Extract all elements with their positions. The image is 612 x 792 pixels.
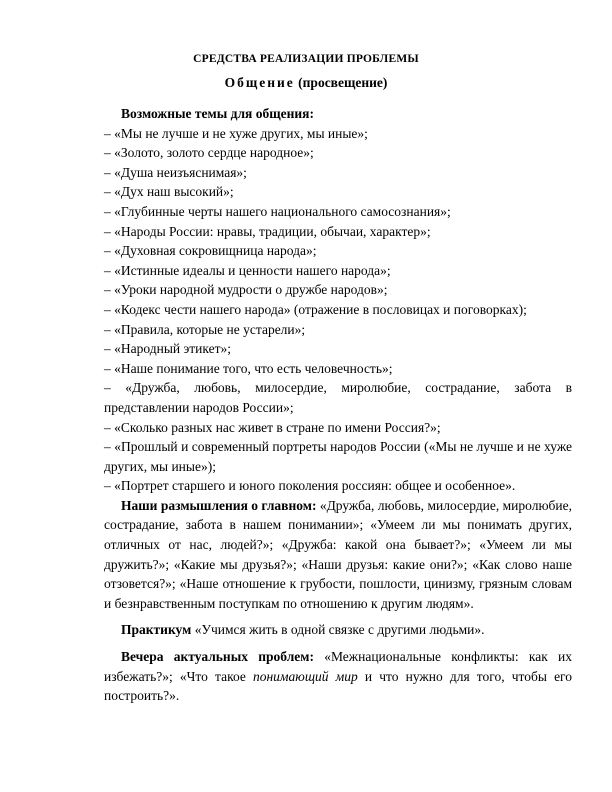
topic-item: – «Духовная сокровищница народа»; — [104, 243, 317, 259]
topic-item: – «Дух наш высокий»; — [104, 184, 234, 200]
spacer — [104, 613, 572, 620]
evenings-paragraph — [104, 647, 572, 706]
topic-item: – «Глубинные черты нашего национального самосознания»; — [104, 203, 451, 219]
reflections-text: «Дружба, любовь, милосердие, миролюбие, сострадание, забота в нашем понимании»; «Умеем ли мы понимать других, отличных от нас, людей?»; «Дружба: какой она бывает?»; «Умеем ли мы дружить?»; «Какие мы друзья?»; «Наши друзья: какие они?»; «Как слово наше отзовется?»; «Наше отношение к грубости, пошлости, цинизму, грязным словам и безнравственным поступкам по отношению к другим людям». — [104, 497, 572, 611]
topics-heading — [104, 104, 572, 124]
topic-item: – «Дружба, любовь, милосердие, миролюбие, сострадание, забота в представлении народов России»; — [104, 380, 572, 415]
topic-item: – «Сколько разных нас живет в стране по имени Россия?»; — [104, 419, 441, 435]
subtitle-main: Общение — [224, 75, 295, 90]
topic-item: – «Уроки народной мудрости о дружбе народов»; — [104, 282, 388, 298]
practicum-lead: Практикум — [121, 622, 192, 638]
practicum-text: «Учимся жить в одной связке с другими людьми». — [191, 622, 485, 638]
topic-item: – «Народы России: нравы, традиции, обычаи, характер»; — [104, 223, 431, 239]
body-text — [104, 104, 572, 706]
topic-item: – «Народный этикет»; — [104, 341, 232, 357]
subtitle-note: (просвещение) — [294, 75, 388, 90]
spacer — [104, 640, 572, 647]
topic-item: – «Наше понимание того, что есть человечность»; — [104, 360, 393, 376]
evenings-text-after: и что нужно для того, чтобы его построить?». — [104, 668, 573, 704]
evenings-text-before: «Межнациональные конфликты: как их избежать?»; «Что такое — [104, 649, 573, 684]
topic-item: – «Истинные идеалы и ценности нашего народа»; — [104, 262, 391, 278]
reflections-paragraph — [104, 496, 572, 614]
topics-list — [104, 124, 572, 496]
topic-item: – «Прошлый и современный портреты народов России («Мы не лучше и не хуже других, мы иные»); — [104, 439, 572, 474]
page-title: СРЕДСТВА РЕАЛИЗАЦИИ ПРОБЛЕМЫ — [193, 53, 419, 65]
topic-item: – «Мы не лучше и не хуже других, мы иные»; — [104, 125, 368, 141]
topic-item: – «Душа неизъяснимая»; — [104, 164, 247, 180]
page-subtitle — [0, 75, 612, 91]
evenings-lead: Вечера актуальных проблем: — [121, 649, 314, 665]
topic-item: – «Кодекс чести нашего народа» (отражение в пословицах и поговорках); — [104, 301, 527, 317]
topic-item: – «Правила, которые не устарели»; — [104, 321, 306, 337]
practicum-paragraph — [104, 620, 572, 640]
evenings-italic: понимающий мир — [252, 668, 358, 684]
topic-item: – «Портрет старшего и юного поколения россиян: общее и особенное». — [104, 478, 516, 494]
topic-item: – «Золото, золото сердце народное»; — [104, 145, 314, 161]
topics-heading-text: Возможные темы для общения: — [121, 106, 314, 121]
reflections-lead: Наши размышления о главном: — [121, 497, 317, 513]
